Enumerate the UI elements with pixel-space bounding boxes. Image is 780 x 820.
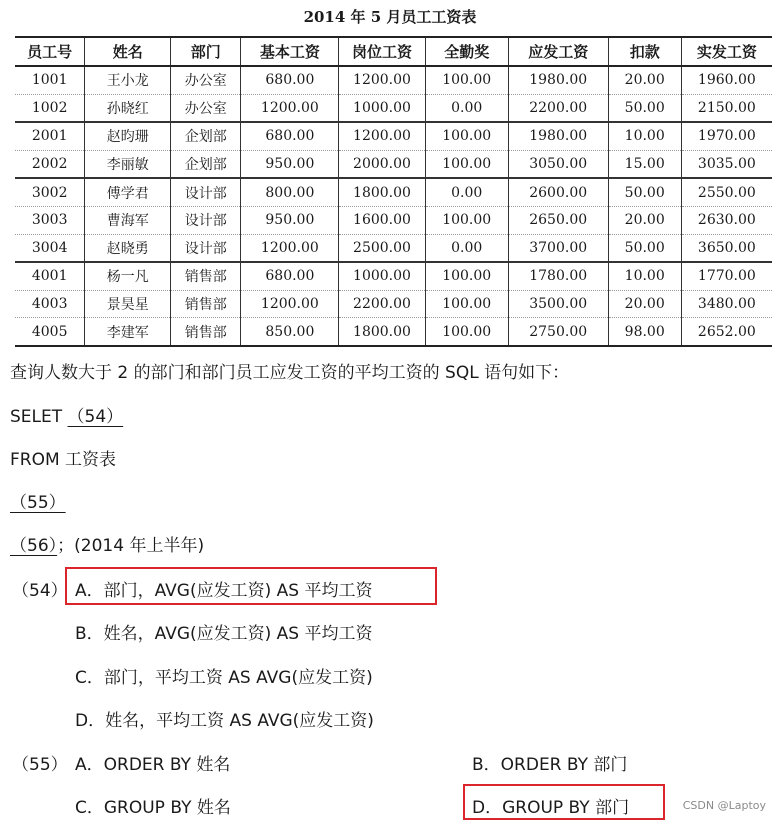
table-cell: 1800.00 [339,318,425,346]
table-cell: 景昊星 [85,290,171,318]
table-cell: 680.00 [241,66,339,94]
table-cell: 100.00 [425,290,508,318]
column-header: 基本工资 [241,37,339,66]
table-cell: 1001 [15,66,85,94]
table-cell: 企划部 [171,122,241,150]
table-cell: 950.00 [241,150,339,178]
table-cell: 2750.00 [508,318,608,346]
table-cell: 1960.00 [681,66,772,94]
column-header: 应发工资 [508,37,608,66]
option-54-a[interactable]: A．部门，AVG(应发工资) AS 平均工资 [75,581,373,601]
table-cell: 3002 [15,178,85,206]
table-row [15,262,772,290]
option-55-d[interactable]: D．GROUP BY 部门 [472,798,630,818]
table-cell: 傅学君 [85,178,171,206]
table-cell: 3050.00 [508,150,608,178]
table-cell: 2200.00 [339,290,425,318]
table-cell: 1200.00 [241,234,339,262]
watermark: CSDN @Laptoy [682,799,766,812]
table-cell: 100.00 [425,318,508,346]
table-cell: 1002 [15,94,85,122]
column-header: 岗位工资 [339,37,425,66]
table-cell: 2630.00 [681,206,772,234]
table-row [15,318,772,346]
table-cell: 3700.00 [508,234,608,262]
table-row [15,178,772,206]
sql-select-line [10,402,123,427]
table-cell: 100.00 [425,206,508,234]
table-cell: 1200.00 [241,94,339,122]
table-cell: 100.00 [425,262,508,290]
table-cell: 100.00 [425,66,508,94]
column-header: 全勤奖 [425,37,508,66]
option-54-d[interactable]: D．姓名，平均工资 AS AVG(应发工资) [75,711,374,731]
table-cell: 王小龙 [85,66,171,94]
sql-select-keyword: SELET [10,407,63,427]
salary-table [15,36,772,347]
table-cell: 1200.00 [339,122,425,150]
option-54-b[interactable]: B．姓名，AVG(应发工资) AS 平均工资 [75,624,373,644]
table-row [15,234,772,262]
table-cell: 0.00 [425,234,508,262]
table-cell: 2150.00 [681,94,772,122]
table-cell: 20.00 [608,66,681,94]
table-cell: 孙晓红 [85,94,171,122]
question-55-label: （55） [12,755,68,775]
table-cell: 2200.00 [508,94,608,122]
table-cell: 100.00 [425,150,508,178]
table-cell: 办公室 [171,66,241,94]
table-cell: 3500.00 [508,290,608,318]
table-cell: 50.00 [608,94,681,122]
table-cell: 0.00 [425,94,508,122]
year-note: ；(2014 年上半年) [57,536,205,556]
table-cell: 680.00 [241,122,339,150]
table-cell: 4003 [15,290,85,318]
table-cell: 2550.00 [681,178,772,206]
column-header: 员工号 [15,37,85,66]
table-cell: 办公室 [171,94,241,122]
table-cell: 2600.00 [508,178,608,206]
table-cell: 1600.00 [339,206,425,234]
table-cell: 50.00 [608,178,681,206]
table-row [15,122,772,150]
table-cell: 15.00 [608,150,681,178]
table-cell: 3035.00 [681,150,772,178]
table-cell: 100.00 [425,122,508,150]
blank-55: （55） [10,493,66,513]
table-cell: 1200.00 [339,66,425,94]
table-cell: 680.00 [241,262,339,290]
column-header: 扣款 [608,37,681,66]
table-cell: 950.00 [241,206,339,234]
table-cell: 销售部 [171,290,241,318]
question-54-label: （54） [12,581,68,601]
table-cell: 1980.00 [508,122,608,150]
table-cell: 曹海军 [85,206,171,234]
table-cell: 1970.00 [681,122,772,150]
table-cell: 设计部 [171,206,241,234]
column-header: 实发工资 [681,37,772,66]
column-header: 部门 [171,37,241,66]
table-cell: 0.00 [425,178,508,206]
table-cell: 1000.00 [339,262,425,290]
table-cell: 20.00 [608,290,681,318]
table-cell: 850.00 [241,318,339,346]
table-row [15,150,772,178]
table-cell: 杨一凡 [85,262,171,290]
table-cell: 赵昀珊 [85,122,171,150]
blank-54: （54） [67,407,124,427]
table-cell: 2001 [15,122,85,150]
table-cell: 2650.00 [508,206,608,234]
table-cell: 赵晓勇 [85,234,171,262]
option-55-c[interactable]: C．GROUP BY 姓名 [75,798,231,818]
option-55-a[interactable]: A．ORDER BY 姓名 [75,755,231,775]
table-cell: 4005 [15,318,85,346]
table-cell: 1770.00 [681,262,772,290]
option-55-b[interactable]: B．ORDER BY 部门 [472,755,628,775]
table-cell: 2002 [15,150,85,178]
table-cell: 企划部 [171,150,241,178]
table-cell: 1800.00 [339,178,425,206]
question-text: 查询人数大于 2 的部门和部门员工应发工资的平均工资的 SQL 语句如下： [10,363,570,383]
table-cell: 设计部 [171,234,241,262]
table-row [15,290,772,318]
table-cell: 20.00 [608,206,681,234]
table-header-row [15,37,772,66]
table-cell: 2500.00 [339,234,425,262]
table-cell: 2000.00 [339,150,425,178]
table-cell: 3480.00 [681,290,772,318]
sql-line-55 [10,488,66,513]
option-54-c[interactable]: C．部门，平均工资 AS AVG(应发工资) [75,668,373,688]
table-row [15,206,772,234]
table-cell: 李建军 [85,318,171,346]
table-cell: 销售部 [171,262,241,290]
blank-56: （56） [10,536,58,556]
table-body [15,66,772,346]
table-cell: 2652.00 [681,318,772,346]
table-cell: 3650.00 [681,234,772,262]
column-header: 姓名 [85,37,171,66]
sql-from-line: FROM 工资表 [10,450,117,470]
table-cell: 800.00 [241,178,339,206]
table-cell: 3003 [15,206,85,234]
table-row [15,66,772,94]
table-cell: 50.00 [608,234,681,262]
sql-line-56 [10,531,204,556]
table-cell: 10.00 [608,122,681,150]
table-cell: 3004 [15,234,85,262]
table-cell: 4001 [15,262,85,290]
table-title: 2014 年 5 月员工工资表 [303,8,477,26]
table-cell: 98.00 [608,318,681,346]
table-cell: 销售部 [171,318,241,346]
table-cell: 设计部 [171,178,241,206]
table-cell: 1980.00 [508,66,608,94]
table-cell: 1000.00 [339,94,425,122]
table-cell: 10.00 [608,262,681,290]
table-cell: 李丽敏 [85,150,171,178]
table-row [15,94,772,122]
table-cell: 1200.00 [241,290,339,318]
table-cell: 1780.00 [508,262,608,290]
